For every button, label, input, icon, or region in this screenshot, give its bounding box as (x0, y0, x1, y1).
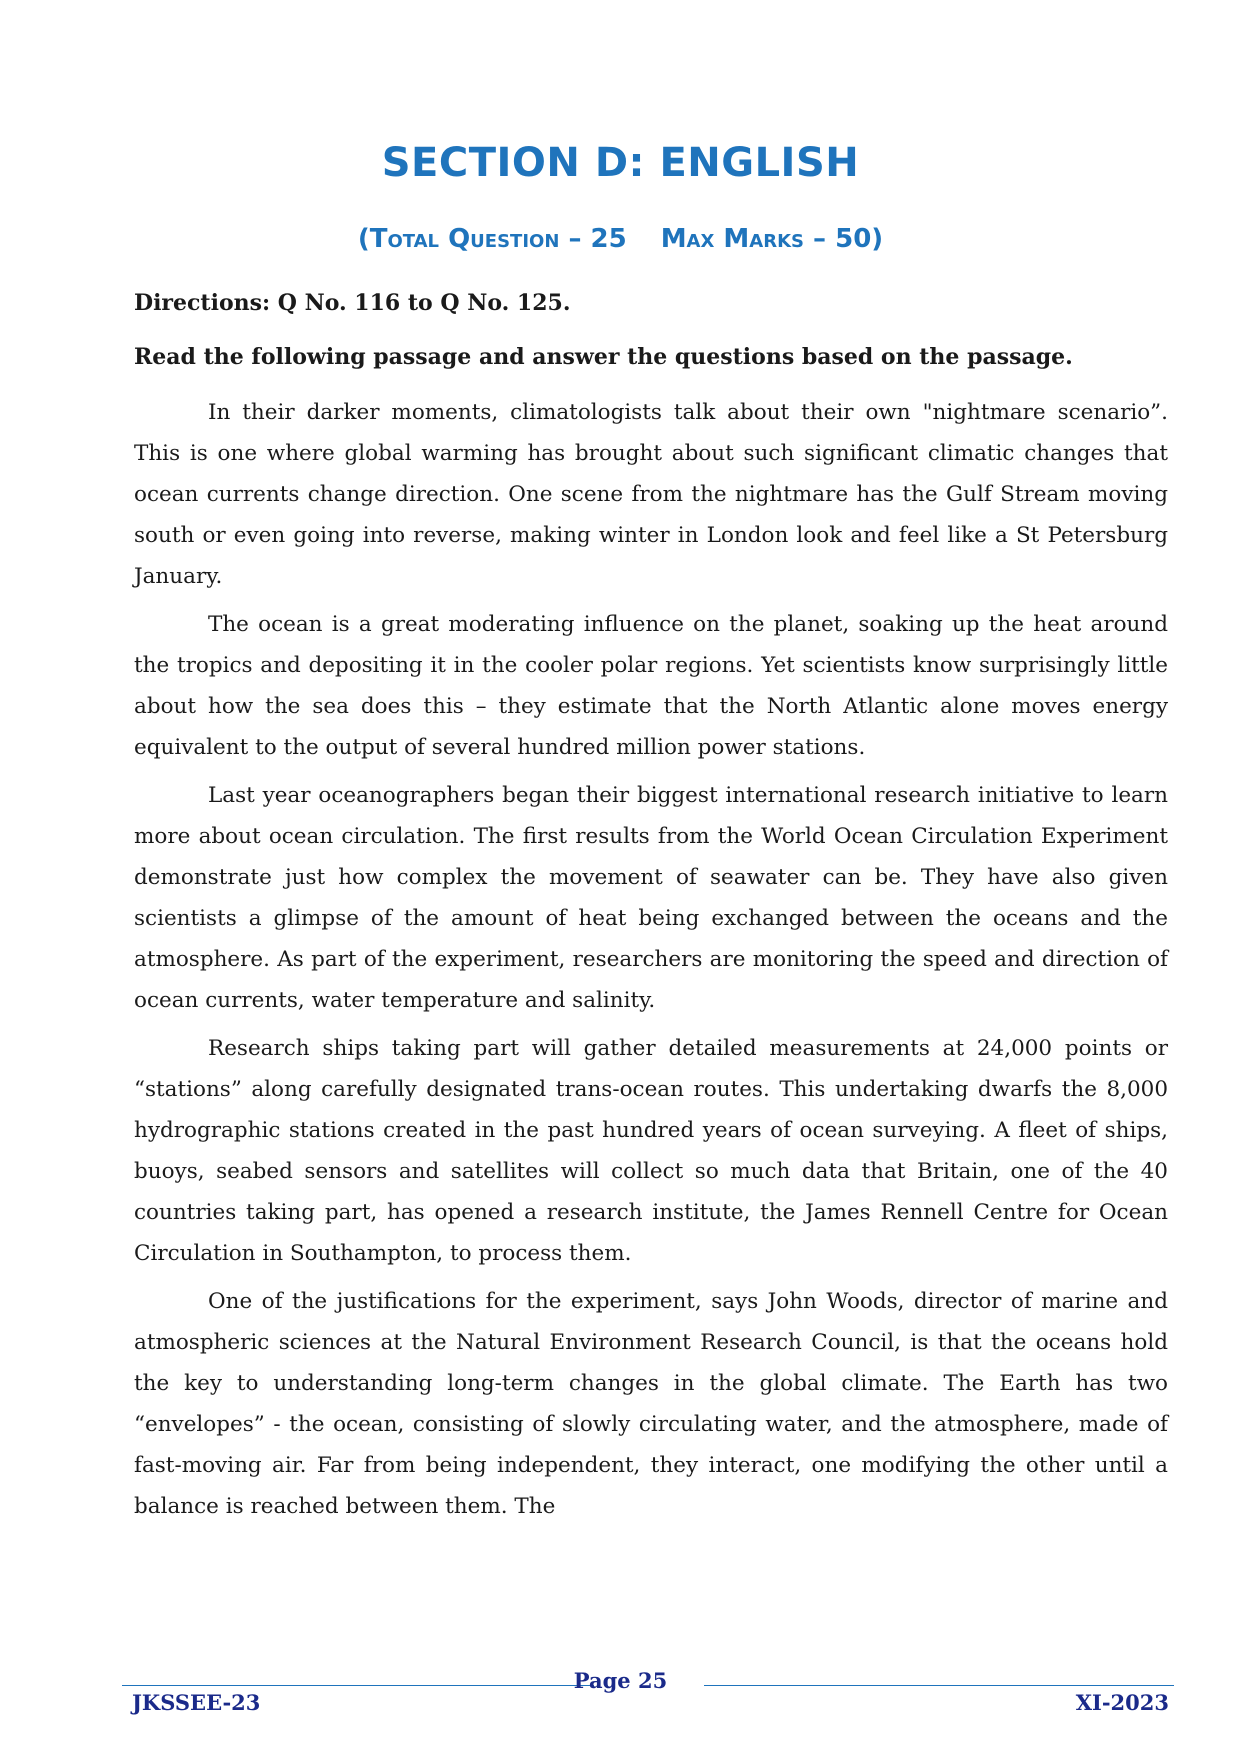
passage-paragraph: The ocean is a great moderating influence on the planet, soaking up the heat around the tropics and depositing it in the cooler polar regions. Yet scientists know surprisingly little about how the sea does this – they estimate that the North Atlantic alone moves energy equivalent to the output of several hundred million power stations. (134, 612, 1168, 760)
page-number: Page 25 (573, 1668, 668, 1693)
passage (134, 392, 1168, 1534)
footer-exam-code: JKSSEE-23 (132, 1690, 261, 1715)
passage-paragraph: Research ships taking part will gather detailed measurements at 24,000 points or “stations” along carefully designated trans-ocean routes. This undertaking dwarfs the 8,000 hydrographic stations created in the past hundred years of ocean surveying. A fleet of ships, buoys, seabed sensors and satellites will collect so much data that Britain, one of the 40 countries taking part, has opened a research institute, the James Rennell Centre for Ocean Circulation in Southampton, to process them. (134, 1036, 1168, 1266)
passage-paragraph: Last year oceanographers began their biggest international research initiative to learn more about ocean circulation. The first results from the World Ocean Circulation Experiment demonstrate just how complex the movement of seawater can be. They have also given scientists a glimpse of the amount of heat being exchanged between the oceans and the atmosphere. As part of the experiment, researchers are monitoring the speed and direction of ocean currents, water temperature and salinity. (134, 783, 1168, 1013)
directions: Directions: Q No. 116 to Q No. 125. (134, 290, 571, 316)
instruction: Read the following passage and answer the questions based on the passage. (134, 344, 1073, 370)
passage-paragraph: In their darker moments, climatologists talk about their own "nightmare scenario”. This is one where global warming has brought about such significant climatic changes that ocean currents change direction. One scene from the nightmare has the Gulf Stream moving south or even going into reverse, making winter in London look and feel like a St Petersburg January. (134, 400, 1168, 589)
total-questions-label: (Total Question – 25 (357, 224, 627, 254)
max-marks-label: Max Marks – 50) (660, 224, 884, 254)
passage-paragraph: One of the justifications for the experiment, says John Woods, director of marine and atmospheric sciences at the Natural Environment Research Council, is that the oceans hold the key to understanding long-term changes in the global climate. The Earth has two “envelopes” - the ocean, consisting of slowly circulating water, and the atmosphere, made of fast-moving air. Far from being independent, they interact, one modifying the other until a balance is reached between them. The (134, 1289, 1168, 1519)
section-subtitle (0, 224, 1241, 254)
footer-class-year: XI-2023 (1075, 1690, 1169, 1715)
section-title: SECTION D: ENGLISH (381, 140, 860, 186)
